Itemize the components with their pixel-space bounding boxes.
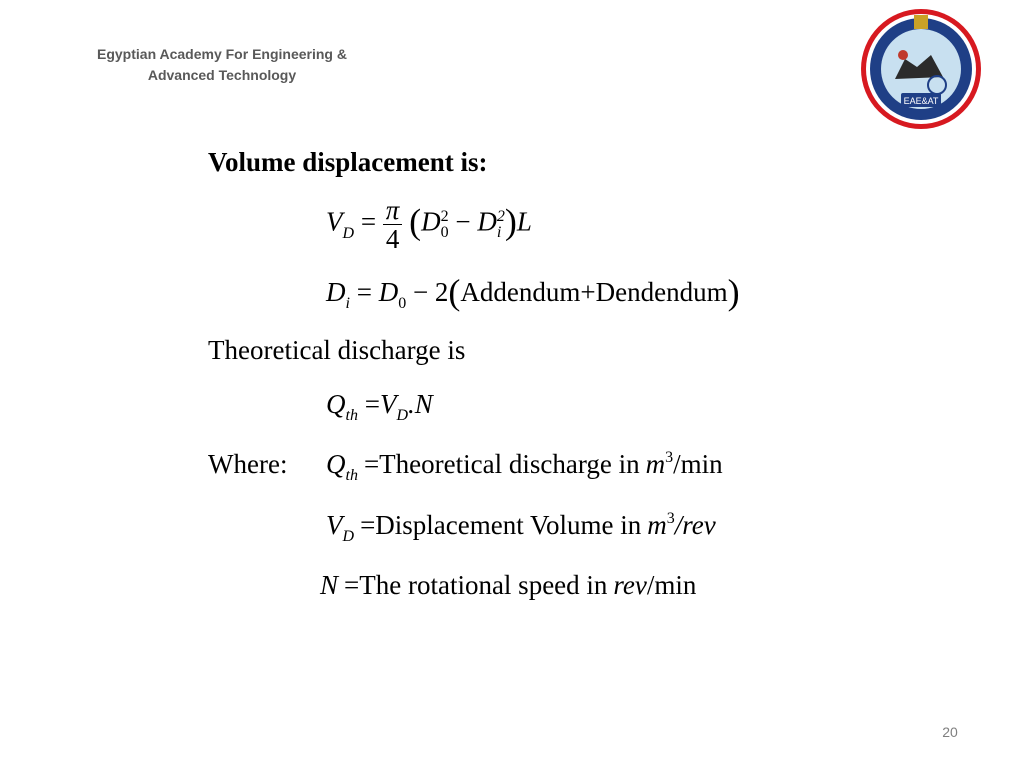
vd-lhs-var: V [326, 206, 343, 237]
def-v-sub: D [342, 528, 355, 545]
def-n [320, 570, 696, 600]
d0-sub: 0 [440, 223, 449, 241]
q-lhs-sub: th [345, 407, 358, 424]
def-q-text: =Theoretical discharge in [363, 449, 640, 479]
di-formula-d0: D [378, 277, 399, 307]
def-q-var: Q [326, 449, 346, 479]
header-line-1: Egyptian Academy For Engineering & [97, 46, 347, 62]
def-n-var: N [320, 570, 339, 600]
theoretical-discharge-label: Theoretical discharge is [208, 335, 466, 365]
di-sup: 2 [496, 207, 505, 225]
vd-minus: − [455, 206, 471, 237]
addendum-term: Addendum [460, 277, 581, 307]
volume-displacement-heading: Volume displacement is: [208, 147, 488, 177]
def-n-text: =The rotational speed in [344, 570, 608, 600]
vd-formula: $V_D$ = $\frac{\pi}{4}$ (D 2 0 − D 2 i )L [326, 195, 532, 254]
q-rhs-rest: .N [408, 389, 433, 419]
def-v-var: V [326, 510, 343, 540]
header-line-2: Advanced Technology [147, 67, 297, 83]
di-sub: i [496, 223, 502, 241]
di-formula: $D_i = D_0$ − 2(Addendum+Dendendum) [326, 272, 740, 312]
di-formula-lhs-var: D [326, 277, 346, 307]
di-formula-minus-two: − 2 [412, 277, 449, 307]
def-q-unit-rest: /min [673, 449, 723, 479]
def-n-unit-rest: /min [646, 570, 697, 600]
plus-sign: + [580, 277, 596, 307]
di-formula-eq: = [356, 277, 372, 307]
q-rhs-var: V [379, 389, 397, 419]
def-v-unit-var: m [647, 510, 667, 540]
d0-sup: 2 [440, 207, 449, 225]
length-var: L [516, 206, 532, 237]
vd-lhs-sub: D [342, 224, 355, 242]
def-q-sub: th [345, 467, 358, 484]
frac-denominator: 4 [385, 224, 400, 254]
q-formula: $Q_{th} =V_D.N$ [326, 389, 433, 424]
pi-over-4-fraction [383, 196, 403, 253]
slide-number: 20 [942, 724, 958, 740]
logo-text: EAE&AT [903, 96, 939, 106]
def-q-unit-sup: 3 [665, 449, 674, 466]
where-label: Where: [208, 449, 288, 479]
institution-header [80, 44, 364, 86]
logo-figure-icon [898, 50, 908, 60]
q-lhs-var: Q [326, 389, 346, 419]
def-v-text: =Displacement Volume in [360, 510, 642, 540]
logo-eagle-icon [914, 15, 928, 29]
di-formula-d0-sub: 0 [398, 295, 407, 312]
q-rhs-sub: D [396, 407, 408, 424]
def-n-unit-var: rev [613, 570, 647, 600]
academy-logo [859, 7, 983, 131]
dendendum-term: Dendendum [595, 277, 728, 307]
def-q-th [326, 449, 723, 484]
def-v-unit-rest: /rev [674, 510, 716, 540]
di-formula-lhs-sub: i [345, 295, 350, 312]
def-q-unit-var: m [645, 449, 666, 479]
di-var: D [477, 206, 497, 237]
def-v-d [326, 510, 716, 545]
def-v-unit-sup: 3 [666, 510, 675, 527]
d0-var: D [421, 206, 441, 237]
frac-numerator: π [383, 196, 403, 225]
